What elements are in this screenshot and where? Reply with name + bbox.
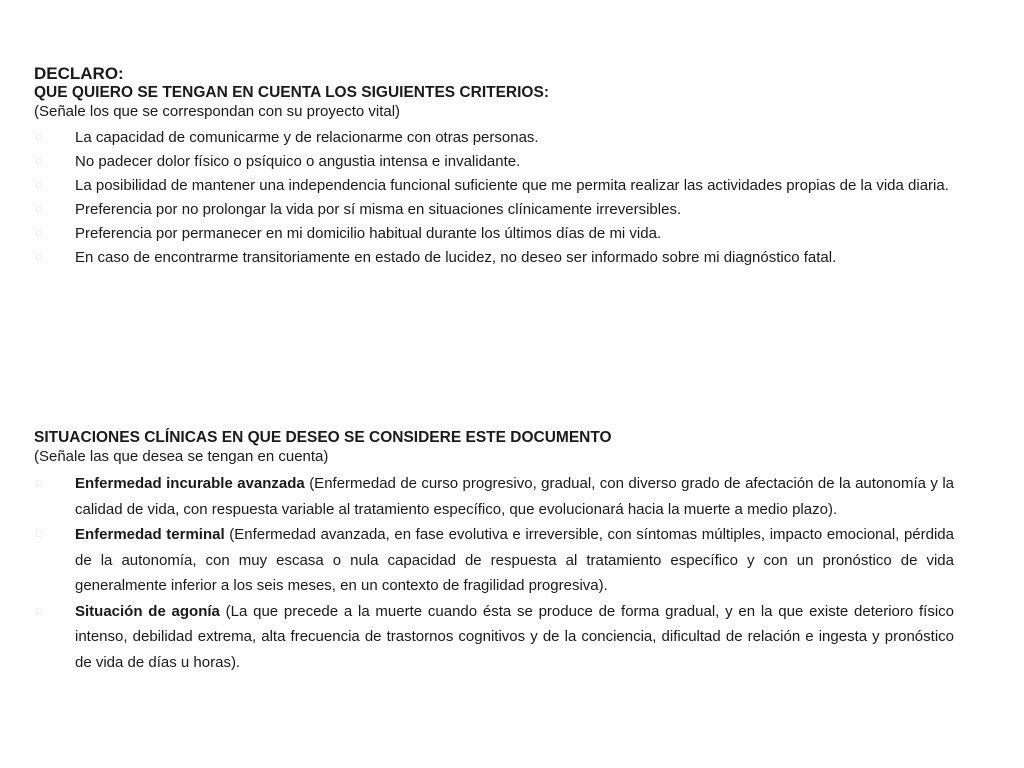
criteria-heading: QUE QUIERO SE TENGAN EN CUENTA LOS SIGUIENTES CRITERIOS: bbox=[34, 84, 549, 101]
clinical-situations-heading: SITUACIONES CLÍNICAS EN QUE DESEO SE CONSIDERE ESTE DOCUMENTO bbox=[34, 429, 612, 446]
clinical-situations-note: (Señale las que desea se tengan en cuenta) bbox=[34, 448, 329, 465]
criteria-item[interactable] bbox=[34, 222, 954, 246]
document-page bbox=[34, 64, 954, 671]
checkbox-mark-icon[interactable]: □ bbox=[36, 478, 43, 489]
criteria-list bbox=[34, 126, 954, 270]
criteria-note: (Señale los que se correspondan con su proyecto vital) bbox=[34, 103, 401, 120]
checkbox-mark-icon[interactable]: □ bbox=[36, 529, 43, 540]
clinical-situation-item[interactable] bbox=[34, 599, 954, 676]
clinical-situation-description: (Enfermedad de curso progresivo, gradual, con diverso grado de afectación de la autonomía y la calidad de vida, con respuesta variable al tratamiento específico, que evolucionará hacia la muerte a medio plazo). bbox=[75, 475, 954, 518]
criteria-item[interactable] bbox=[34, 150, 954, 174]
declaration-title: DECLARO: bbox=[34, 64, 124, 83]
declaration-section bbox=[34, 64, 954, 270]
criteria-item-text: En caso de encontrarme transitoriamente en estado de lucidez, no deseo ser informado sobre mi diagnóstico fatal. bbox=[75, 249, 837, 266]
checkbox-mark-icon[interactable]: □ bbox=[36, 132, 43, 143]
clinical-situations-section bbox=[34, 428, 954, 675]
checkbox-mark-icon[interactable]: □ bbox=[36, 156, 43, 167]
clinical-situation-item[interactable] bbox=[34, 522, 954, 599]
checkbox-mark-icon[interactable]: □ bbox=[36, 180, 43, 191]
criteria-item-text: No padecer dolor físico o psíquico o angustia intensa e invalidante. bbox=[75, 153, 521, 170]
criteria-item-text: La posibilidad de mantener una independencia funcional suficiente que me permita realizar las actividades propias de la vida diaria. bbox=[75, 177, 949, 194]
clinical-situation-term: Enfermedad terminal bbox=[75, 526, 225, 543]
criteria-item-text: La capacidad de comunicarme y de relacionarme con otras personas. bbox=[75, 129, 539, 146]
clinical-situations-list bbox=[34, 471, 954, 675]
criteria-item[interactable] bbox=[34, 246, 954, 270]
clinical-situation-item[interactable] bbox=[34, 471, 954, 522]
criteria-item[interactable] bbox=[34, 126, 954, 150]
criteria-item-text: Preferencia por permanecer en mi domicilio habitual durante los últimos días de mi vida. bbox=[75, 225, 662, 242]
checkbox-mark-icon[interactable]: □ bbox=[36, 252, 43, 263]
criteria-item[interactable] bbox=[34, 198, 954, 222]
clinical-situation-term: Situación de agonía bbox=[75, 602, 220, 620]
clinical-situation-description: (La que precede a la muerte cuando ésta se produce de forma gradual, y en la que existe deterioro físico intenso, debilidad extrema, alta frecuencia de trastornos cognitivos y de la conciencia, dificultad de relación e ingesta y pronóstico de vida de días u horas). bbox=[75, 602, 954, 671]
checkbox-mark-icon[interactable]: □ bbox=[36, 228, 43, 239]
checkbox-mark-icon[interactable]: □ bbox=[36, 204, 43, 215]
checkbox-mark-icon[interactable]: □ bbox=[36, 605, 43, 617]
criteria-item-text: Preferencia por no prolongar la vida por sí misma en situaciones clínicamente irreversibles. bbox=[75, 201, 682, 218]
clinical-situation-term: Enfermedad incurable avanzada bbox=[75, 475, 305, 492]
criteria-item[interactable] bbox=[34, 174, 954, 198]
clinical-situation-description: (Enfermedad avanzada, en fase evolutiva e irreversible, con síntomas múltiples, impacto emocional, pérdida de la autonomía, con muy escasa o nula capacidad de respuesta al tratamiento específico y con un pronóstico de vida generalmente inferior a los seis meses, en un contexto de fragilidad progresiva). bbox=[75, 526, 954, 594]
